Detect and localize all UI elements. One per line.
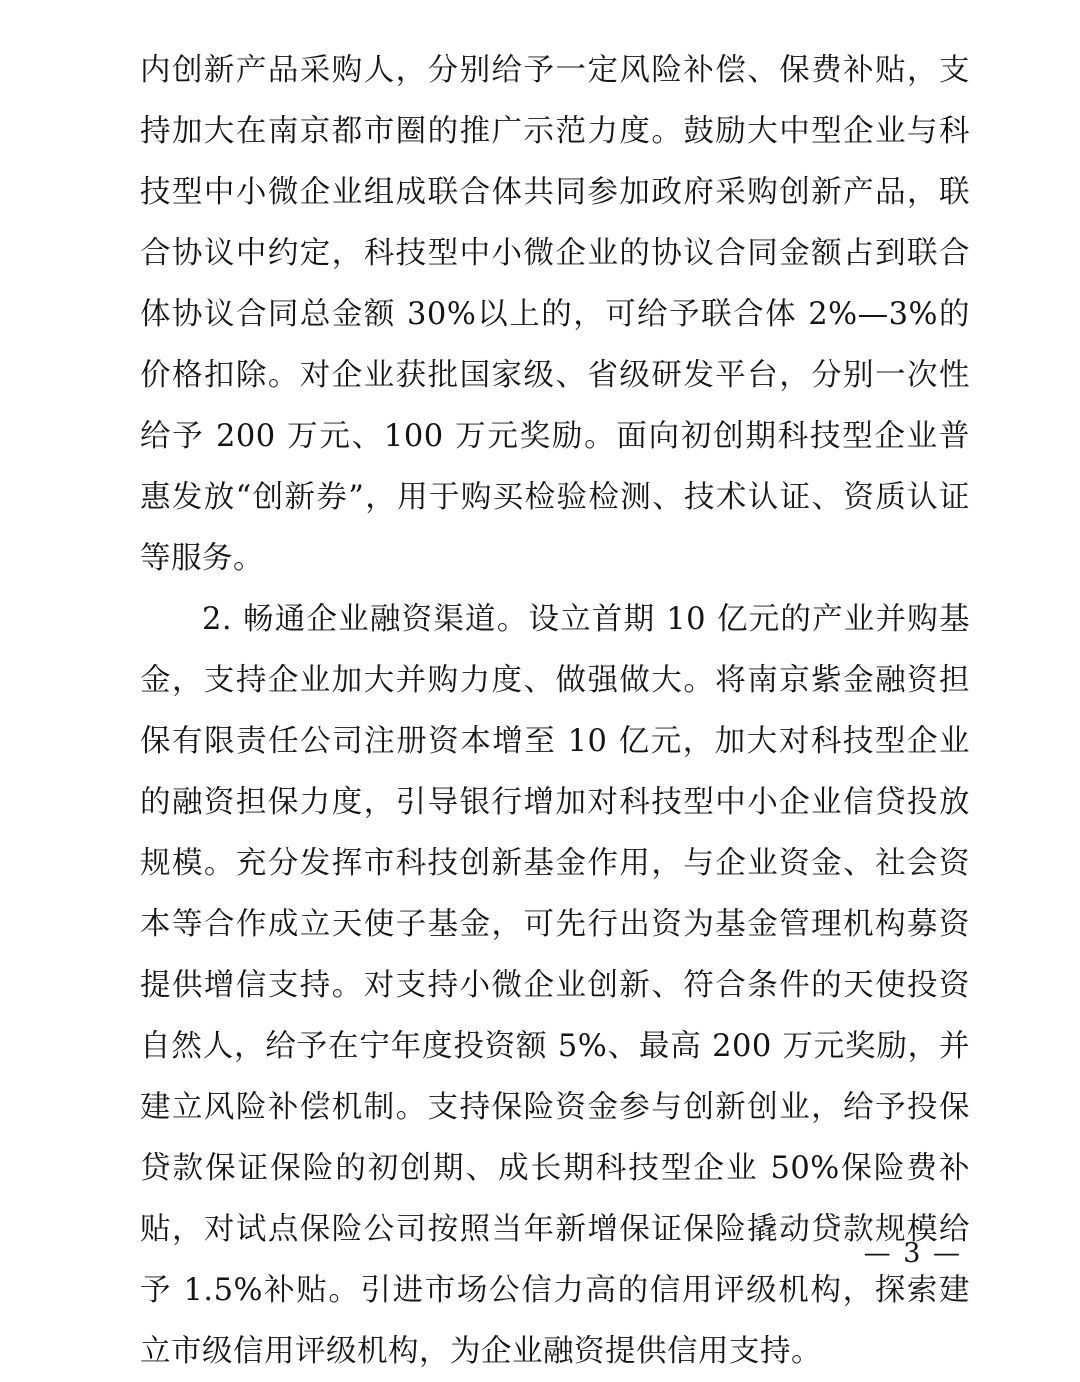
document-body <box>140 40 970 1382</box>
page-number: — 3 — <box>863 1238 962 1269</box>
paragraph-financing-channels: 2. 畅通企业融资渠道。设立首期 10 亿元的产业并购基金，支持企业加大并购力度、做强做大。将南京紫金融资担保有限责任公司注册资本增至 10 亿元，加大对科技型企业的融资担保力度，引导银行增加对科技型中小企业信贷投放规模。充分发挥市科技创新基金作用，与企业资金、社会资本等合作成立天使子基金，可先行出资为基金管理机构募资提供增信支持。对支持小微企业创新、符合条件的天使投资自然人，给予在宁年度投资额 5%、最高 200 万元奖励，并建立风险补偿机制。支持保险资金参与创新创业，给予投保贷款保证保险的初创期、成长期科技型企业 50%保险费补贴，对试点保险公司按照当年新增保证保险撬动贷款规模给予 1.5%补贴。引进市场公信力高的信用评级机构，探索建立市级信用评级机构，为企业融资提供信用支持。 <box>140 602 970 1369</box>
paragraph-continued: 内创新产品采购人，分别给予一定风险补偿、保费补贴，支持加大在南京都市圈的推广示范力度。鼓励大中型企业与科技型中小微企业组成联合体共同参加政府采购创新产品，联合协议中约定，科技型中小微企业的协议合同金额占到联合体协议合同总金额 30%以上的，可给予联合体 2%—3%的价格扣除。对企业获批国家级、省级研发平台，分别一次性给予 200 万元、100 万元奖励。面向初创期科技型企业普惠发放“创新券”，用于购买检验检测、技术认证、资质认证等服务。 <box>140 53 970 576</box>
